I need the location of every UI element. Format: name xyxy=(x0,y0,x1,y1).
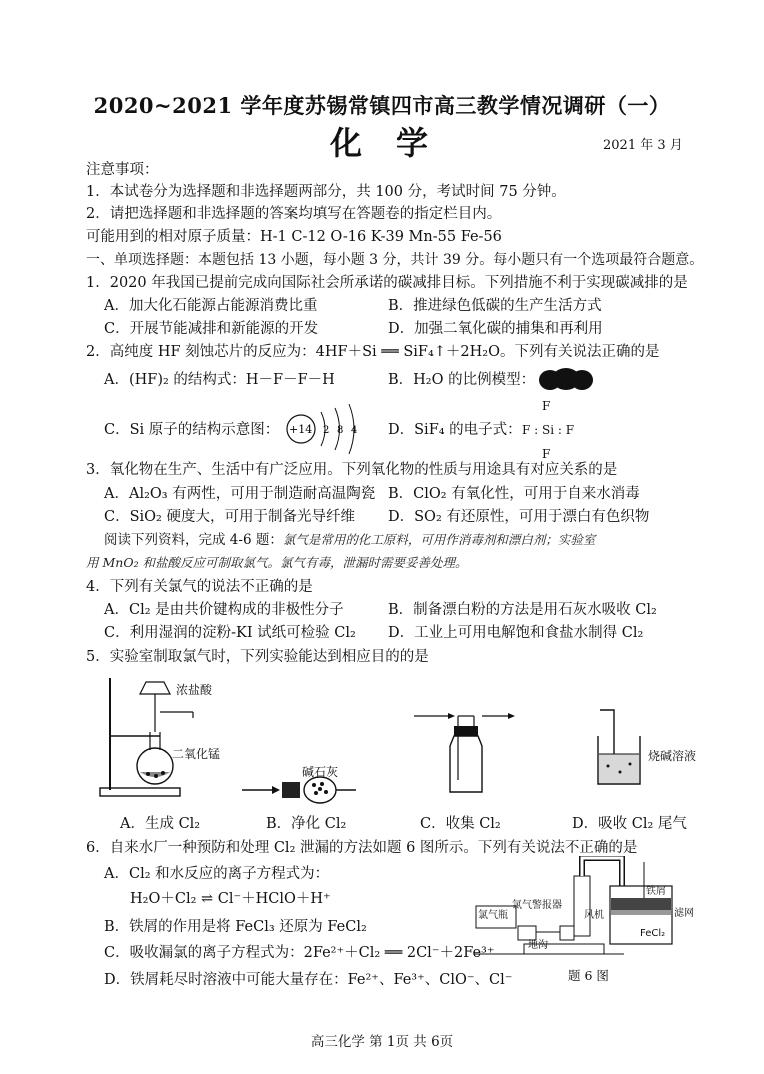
q4-stem: 4．下列有关氯气的说法不正确的是 xyxy=(86,579,313,595)
section-heading: 一、单项选择题：本题包括 13 小题，每小题 3 分，共计 39 分。每小题只有一个选项最符合题意。 xyxy=(86,252,704,268)
lewis-middle: F : Si : F xyxy=(522,423,575,437)
fig-label-solution: FeCl₂ xyxy=(640,928,666,939)
q6-figure-caption: 题 6 图 xyxy=(568,968,609,983)
q3-option-b: B．ClO₂ 有氧化性，可用于自来水消毒 xyxy=(388,486,640,502)
q3-option-d: D．SO₂ 有还原性，可用于漂白有色织物 xyxy=(388,509,650,525)
q1-option-c: C．开展节能减排和新能源的开发 xyxy=(104,321,319,337)
fig-label-iron: 铁屑 xyxy=(646,886,666,897)
q5-stem: 5．实验室制取氯气时，下列实验能达到相应目的的是 xyxy=(86,649,429,665)
fig-label-filter: 滤网 xyxy=(674,908,694,919)
q5-option-d: D．吸收 Cl₂ 尾气 xyxy=(572,816,687,832)
q1-option-a: A．加大化石能源占能源消费比重 xyxy=(104,298,318,314)
subject-title: 化学 xyxy=(330,124,463,162)
q5-option-a: A．生成 Cl₂ xyxy=(120,816,201,832)
q1-option-b: B．推进绿色低碳的生产生活方式 xyxy=(388,298,602,314)
fig-label-cylinder: 氯气瓶 xyxy=(478,910,508,921)
exam-title: 2020~2021 学年度苏锡常镇四市高三教学情况调研（一） xyxy=(93,93,671,118)
label-soda-lime: 碱石灰 xyxy=(302,765,339,779)
q6-option-b: B．铁屑的作用是将 FeCl₃ 还原为 FeCl₂ xyxy=(104,919,367,935)
q6-option-c: C．吸收漏氯的离子方程式为：2Fe²⁺＋Cl₂ ══ 2Cl⁻＋2Fe³⁺ xyxy=(104,945,495,961)
q4-option-a: A．Cl₂ 是由共价键构成的非极性分子 xyxy=(104,602,344,618)
q3-stem: 3．氧化物在生产、生活中有广泛应用。下列氧化物的性质与用途具有对应关系的是 xyxy=(86,462,618,478)
apparatus-b-drying-tube xyxy=(238,770,364,810)
q3-option-c: C．SiO₂ 硬度大，可用于制备光导纤维 xyxy=(104,509,355,525)
reading-intro-label: 阅读下列资料，完成 4-6 题： xyxy=(104,532,283,548)
water-space-filling-model xyxy=(538,367,594,393)
lewis-bottom: F xyxy=(542,447,551,461)
q2-stem: 2．高纯度 HF 刻蚀芯片的反应为：4HF＋Si ══ SiF₄↑＋2H₂O。下列有关说法正确的是 xyxy=(86,344,660,360)
page-footer: 高三化学 第 1页 共 6页 xyxy=(310,1034,454,1050)
q2-option-b: B．H₂O 的比例模型： xyxy=(388,372,536,388)
q1-stem: 1．2020 年我国已提前完成向国际社会所承诺的碳减排目标。下列措施不利于实现碳减排的是 xyxy=(86,275,688,291)
label-mno2: 二氧化锰 xyxy=(172,747,221,761)
si-atom-structure-diagram xyxy=(283,400,373,458)
q6-stem: 6．自来水厂一种预防和处理 Cl₂ 泄漏的方法如题 6 图所示。下列有关说法不正确的是 xyxy=(86,840,638,856)
notes-item-1: 1．本试卷分为选择题和非选择题两部分，共 100 分，考试时间 75 分钟。 xyxy=(86,184,566,200)
q2-option-a: A．(HF)₂ 的结构式：H－F－F－H xyxy=(104,372,335,388)
reading-material-1: 氯气是常用的化工原料，可用作消毒剂和漂白剂；实验室 xyxy=(282,532,596,547)
lewis-top: F xyxy=(542,399,551,413)
fig-label-trench: 地沟 xyxy=(528,940,548,951)
fig-label-alarm: 氯气警报器 xyxy=(512,900,562,911)
atomic-masses: 可能用到的相对原子质量：H-1 C-12 O-16 K-39 Mn-55 Fe-56 xyxy=(86,229,502,245)
q6-option-d: D．铁屑耗尽时溶液中可能大量存在：Fe²⁺、Fe³⁺、ClO⁻、Cl⁻ xyxy=(104,972,513,988)
q4-option-c: C．利用湿润的淀粉-KI 试纸可检验 Cl₂ xyxy=(104,625,356,641)
q5-option-b: B．净化 Cl₂ xyxy=(266,816,347,832)
q6-option-a: A．Cl₂ 和水反应的离子方程式为： xyxy=(104,866,330,882)
notes-item-2: 2．请把选择题和非选择题的答案均填写在答题卷的指定栏目内。 xyxy=(86,206,502,222)
q4-option-d: D．工业上可用电解饱和食盐水制得 Cl₂ xyxy=(388,625,644,641)
si-shell-3: 4 xyxy=(351,425,358,436)
label-conc-hcl: 浓盐酸 xyxy=(176,683,213,697)
reading-material-2: 用 MnO₂ 和盐酸反应可制取氯气。氯气有毒，泄漏时需要妥善处理。 xyxy=(86,555,468,570)
q5-option-c: C．收集 Cl₂ xyxy=(420,816,501,832)
q4-option-b: B．制备漂白粉的方法是用石灰水吸收 Cl₂ xyxy=(388,602,657,618)
q1-option-d: D．加强二氧化碳的捕集和再利用 xyxy=(388,321,603,337)
exam-date: 2021 年 3 月 xyxy=(603,138,683,153)
si-nucleus-label: +14 xyxy=(289,423,313,436)
si-shell-1: 2 xyxy=(323,425,330,436)
reading-intro xyxy=(104,530,595,550)
fig-label-fan: 风机 xyxy=(584,910,604,921)
q6-option-a-equation: H₂O＋Cl₂ ⇌ Cl⁻＋HClO＋H⁺ xyxy=(130,891,331,907)
q3-option-a: A．Al₂O₃ 有两性，可用于制造耐高温陶瓷 xyxy=(104,486,376,502)
q2-option-d: D．SiF₄ 的电子式： xyxy=(388,422,522,438)
q2-option-c: C．Si 原子的结构示意图： xyxy=(104,422,280,438)
apparatus-a-generator xyxy=(98,672,248,802)
notes-heading: 注意事项： xyxy=(86,162,159,178)
apparatus-c-gas-bottle xyxy=(410,700,520,800)
label-naoh: 烧碱溶液 xyxy=(648,749,697,763)
si-shell-2: 8 xyxy=(337,425,344,436)
